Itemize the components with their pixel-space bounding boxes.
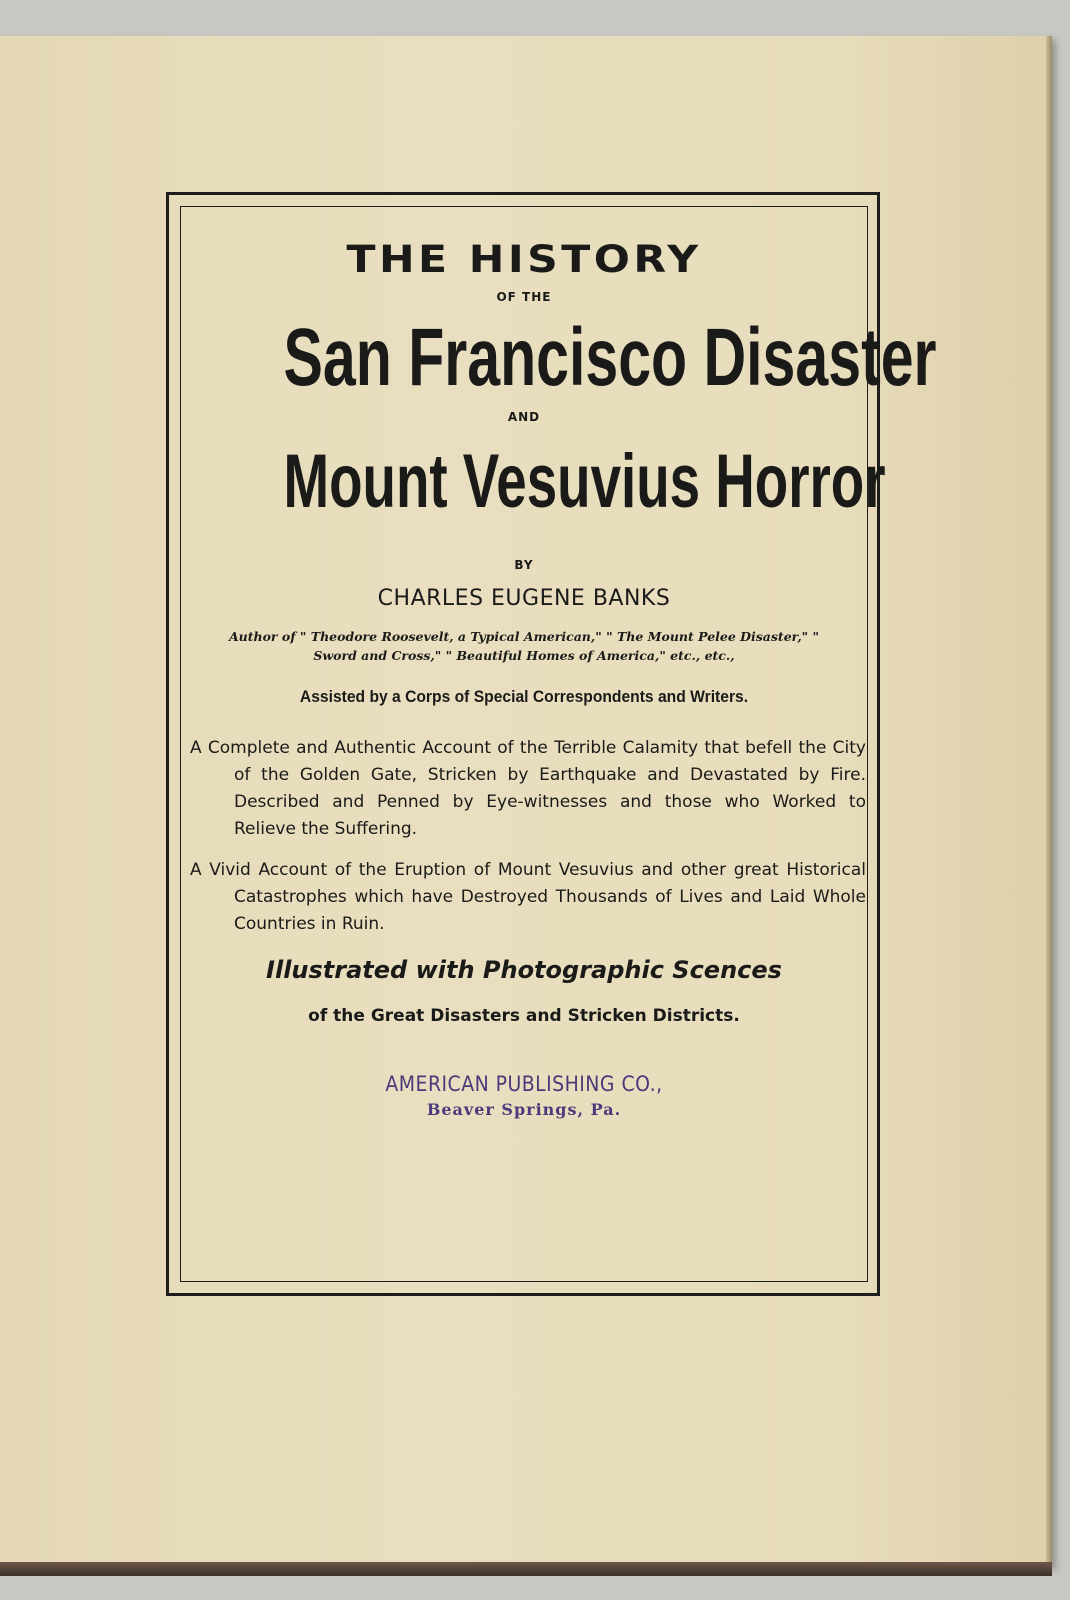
of-the-label: OF THE (496, 290, 552, 304)
author-works: Author of " Theodore Roosevelt, a Typical American," " The Mount Pelee Disaster," " Sword and Cross," " Beautiful Homes of America," etc., etc., (228, 629, 820, 663)
by-label: BY (514, 558, 534, 572)
and-label: AND (507, 410, 541, 424)
publisher-place-stamp: Beaver Springs, Pa. (426, 1100, 622, 1119)
author-name: CHARLES EUGENE BANKS (377, 586, 671, 611)
page-edge (1046, 36, 1052, 1566)
assisted-line: Assisted by a Corps of Special Correspondents and Writers. (299, 687, 749, 706)
illustrated-line: Illustrated with Photographic Scences (266, 956, 782, 984)
title-line: THE HISTORY (346, 238, 702, 281)
publisher-stamp: AMERICAN PUBLISHING CO., (385, 1072, 663, 1096)
main-title-1: San Francisco Disaster (283, 312, 937, 403)
book-cover-edge (0, 1562, 1052, 1576)
districts-line: of the Great Disasters and Stricken Districts. (308, 1006, 740, 1026)
title-page-content (190, 238, 937, 1119)
description-paragraph-1: A Complete and Authentic Account of the Terrible Calamity that befell the City of the Golden Gate, Stricken by Earthquake and Devastated by Fire. Described and Penned by Eye-witnesses and those who Worked to Relieve the Suffering. (190, 738, 866, 839)
description-paragraph-2: A Vivid Account of the Eruption of Mount Vesuvius and other great Historical Catastrophes which have Destroyed Thousands of Lives and Laid Whole Countries in Ruin. (190, 860, 866, 934)
main-title-2: Mount Vesuvius Horror (283, 439, 886, 524)
